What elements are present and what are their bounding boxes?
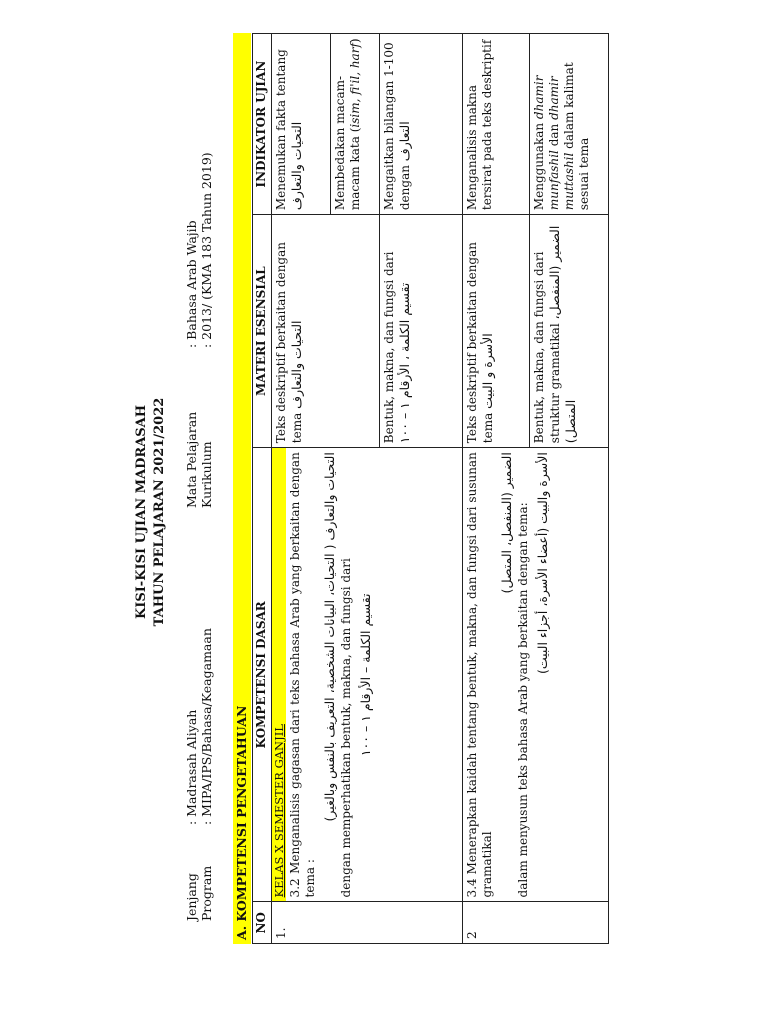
indikator-arabic: التعارف <box>397 121 412 162</box>
meta-row-jenjang <box>184 628 199 921</box>
kd-text: 3.4 Menerapkan kaidah tentang bentuk, makna, dan fungsi dari susunan gramatikal <box>465 452 494 898</box>
semester-label: KELAS X SEMESTER GANJIL <box>272 448 286 901</box>
meta-label: Mata Pelajaran <box>184 411 199 508</box>
table-header-row <box>253 34 272 944</box>
kd-text-continued: dalam menyusun teks bahasa Arab yang berkaitan dengan tema: <box>516 502 530 898</box>
meta-left <box>184 628 214 921</box>
kd-arabic-continued: تقسيم الكلمة – الأرقام ١ – ١٠٠ <box>358 593 373 757</box>
kd-text: 3.2 Menganalisis gagasan dari teks bahasa Arab yang berkaitan dengan tema : <box>288 452 317 898</box>
header-indikator-ujian: INDIKATOR UJIAN <box>253 34 272 215</box>
meta-right-labels <box>184 412 214 508</box>
materi-cell <box>530 215 609 448</box>
indikator-text: dan <box>547 119 561 151</box>
meta-value: : 2013/ (KMA 183 Tahun 2019) <box>199 152 214 348</box>
indikator-text: Membedakan macam-macam kata ( <box>333 75 362 211</box>
kd-cell <box>463 448 609 902</box>
indikator-text: ) <box>348 38 362 44</box>
table-row <box>463 34 530 944</box>
header-kompetensi-dasar: KOMPETENSI DASAR <box>253 448 272 902</box>
materi-arabic: الضمير (المنفصل، المتصل) <box>547 225 578 444</box>
indikator-text: Menganalisis makna tersirat pada teks deskriptif <box>465 39 494 211</box>
materi-arabic: الأسرة و البيت <box>480 333 495 409</box>
meta-value: : Bahasa Arab Wajib <box>184 220 199 348</box>
row-number: 1. <box>272 902 463 944</box>
indikator-cell <box>272 34 331 215</box>
indikator-cell <box>331 34 380 215</box>
meta-row-program <box>199 628 214 921</box>
meta-value: : Madrasah Aliyah <box>184 709 199 825</box>
meta-right-values <box>184 152 214 348</box>
materi-arabic: التحيات والتعارف <box>289 320 304 409</box>
indikator-text: Menggunakan <box>532 119 546 211</box>
materi-cell <box>380 215 463 448</box>
materi-text: Bentuk, makna, dan fungsi dari struktur gramatikal <box>532 251 562 444</box>
document-title: KISI-KISI UJIAN MADRASAH <box>134 404 149 620</box>
indikator-italic: isim, fi'il, harf <box>348 43 362 128</box>
indikator-cell <box>380 34 463 215</box>
kisi-kisi-table <box>252 33 609 944</box>
indikator-italic: dhamir munfashil <box>532 75 561 211</box>
kd-arabic: الضمير (المنفصل، المتصل) <box>499 452 514 594</box>
document-subtitle: TAHUN PELAJARAN 2021/2022 <box>152 397 167 627</box>
kd-arabic-continued: الأسرة والبيت (أعضاء الأسرة، أجزاء البيت) <box>535 452 550 675</box>
row-number: 2 <box>463 902 609 944</box>
materi-text: Bentuk, makna, dan fungsi dari <box>382 251 396 444</box>
indikator-text: Menemukan fakta tentang <box>274 49 288 211</box>
header-no: NO <box>253 902 272 944</box>
materi-arabic: تقسيم الكلمة ، الأرقام ١ – ١٠٠ <box>397 282 412 444</box>
materi-cell <box>272 215 380 448</box>
indikator-cell <box>463 34 530 215</box>
meta-label: Program <box>199 865 214 921</box>
table-row <box>272 34 331 944</box>
materi-text: Teks deskriptif berkaitan dengan tema <box>465 242 495 444</box>
indikator-text: dalam kalimat sesuai tema <box>562 62 591 211</box>
header-materi-esensial: MATERI ESENSIAL <box>253 215 272 448</box>
indikator-arabic: التحيات والتعارف <box>289 121 304 211</box>
materi-cell <box>463 215 530 448</box>
kd-arabic: التحيات والتعارف ( التحيات، البيانات الشخصية، التعريف بالنفس وبالغير) <box>322 452 337 822</box>
kd-cell <box>272 448 463 902</box>
meta-label: Kurikulum <box>199 441 214 508</box>
indikator-cell <box>530 34 609 215</box>
indikator-text: Mengaitkan bilangan 1-100 dengan <box>382 42 412 211</box>
section-heading: A. KOMPETENSI PENGETAHUAN <box>233 33 251 944</box>
meta-value: : MIPA/IPS/Bahasa/Keagamaan <box>199 628 214 825</box>
kd-text-continued: dengan memperhatikan bentuk, makna, dan fungsi dari <box>339 558 353 898</box>
indikator-italic: dhamir muttashil <box>547 76 576 211</box>
materi-text: Teks deskriptif berkaitan dengan tema <box>274 242 304 444</box>
meta-label: Jenjang <box>184 873 199 921</box>
